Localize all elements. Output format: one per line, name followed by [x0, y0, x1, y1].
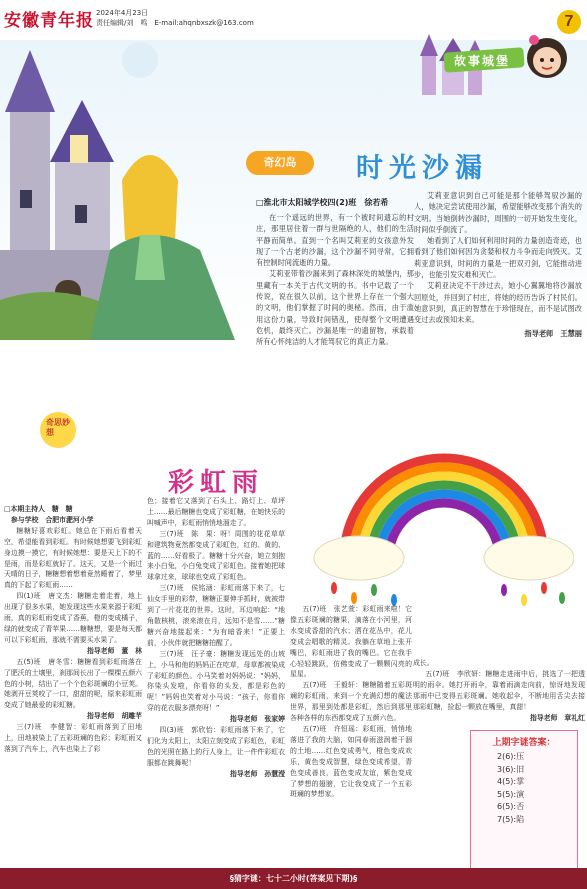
article-paragraph: 五(7)班 王毅轩：糖糖随着五彩斑斓的彩虹雨，来到一个充满幻想的魔法世界，那里到处都是彩虹，然后到那里各种各样的东西都变成了五颜六色。	[290, 681, 412, 723]
story-column-1	[256, 212, 414, 348]
issue-date: 2024年4月23日	[96, 9, 149, 17]
article-paragraph: 四(3)班 郭欣怡：彩虹雨落下来了，它们化为太阳上，太阳立刻变成了彩虹色，彩虹色的光照在路上的行人身上，让一件件彩虹衣服都在跳舞呢！	[147, 726, 285, 767]
teacher-credit: 指导老师 王慧丽	[524, 328, 582, 338]
teacher-credit: 指导老师 胡雕芊	[86, 712, 142, 721]
story-column-2	[414, 190, 582, 339]
teacher-credit: 指导老师 张家婷	[229, 715, 285, 724]
article-paragraph: 五(7)班 张艺萱：彩虹雨来啦！它像五彩斑斓的糖果，滴落在小河里，河水变成香甜的汽水；洒在花丛中，花儿变成会唱歌的精灵。我躺在草地上张开嘴巴，彩虹雨进了我的嘴巴。它在我手心轻轻跳跃，仿佛变成了一颗颗闪亮的星星。	[290, 605, 412, 679]
section-tag-fantasy-island: 奇幻岛	[246, 151, 314, 175]
answer-item: 4(5):掌	[497, 777, 525, 786]
story-title-time-hourglass: 时光沙漏	[356, 153, 488, 184]
story-title-rainbow-rain: 彩虹雨	[168, 468, 265, 498]
article-paragraph: 五(7)班 许恒瑶：彩虹雨，悄悄地落进了我的大脑，如同春雨滋润着干涸的土地……红色变成勇气，橙色变成欢乐，黄色变成智慧，绿色变成希望，青色变成善良，蓝色变成友谊，紫色变成了梦想的翅膀，它让我变成了一个五彩斑斓的梦想家。	[290, 724, 412, 799]
answer-item: 5(5):演	[497, 789, 525, 799]
article-paragraph: 三(7)班 陈 果：呀！周围的花花草草和建筑物竟然都变成了彩虹色，红的、黄的、蓝的……好看极了。糖糖十分兴奋，她立刻抱来小白兔，小白兔变成了彩虹色。接着她把球球拿过来，球球也变成了彩虹色。	[147, 529, 285, 582]
answers-title: 上期字谜答案：	[492, 738, 556, 748]
answer-item: 7(5):陷	[497, 814, 525, 824]
story-paragraph: 在一个遥远的世界，有一个被时间遗忘的村庄，那里居住着一群与世隔绝的人，他们的生活平静而简单。直到一个名叫艾莉亚的女孩意外发现了一个古老的沙漏，这个沙漏不同寻常，它拥有控制时间流逝的力量。	[256, 213, 414, 268]
article-paragraph: 五(7)班 李欣妍：糖糖走进雨中后，挑选了一把透明的雨伞。她打开雨伞，靠着雨滴走向前，惊讶地发现那雨中已变得五彩斑斓。她收起伞，不断地用舌尖去接那彩虹糖，捡起一颗放在嘴里，真甜！	[413, 669, 585, 711]
article-paragraph: 成长。	[413, 659, 434, 667]
article-paragraph: 糖糖好喜欢彩虹。她总在下雨后看着天空，希望能看到彩虹。有时候她想要飞到彩虹身边摸一摸它，有时候她想：要是天上下的不是雨，而是彩虹就好了。这天，又是一个雨过天晴的日子，糖糖想着想着竟然睡着了，梦里真的下起了彩虹雨……	[4, 526, 142, 590]
riddle-answers-box	[470, 730, 578, 870]
article-paragraph: 色；接着它又落到了石头上、路灯上、草坪上……最后糖糖也变成了彩虹糖，在她快乐的叫喊声中，彩虹雨悄悄地溜走了。	[147, 497, 285, 527]
editor-line: 责任编辑/刘 鸣 E-mail:ahqnbxszk@163.com	[96, 19, 254, 27]
newspaper-logo: 安徽青年报	[4, 11, 94, 31]
teacher-credit: 指导老师 孙慧滢	[229, 769, 285, 778]
castle-princess-illustration	[0, 40, 250, 340]
masthead	[0, 0, 587, 40]
story-paragraph: 艾莉亚带着沙漏来到了森林深处的城堡内，那里藏有一本关于古代文明的书。书中记载了一个传说，说在很久以前，这个世界上存在一个强大的文明，他们掌握了时间的奥秘。然而，由于滥用这份力量，导致时间错乱，使得整个文明遭遇危机，最终灭亡。沙漏是唯一的遗留物，承载着所有心怀纯洁的人才能驾驭它的真正力量。	[256, 269, 414, 347]
story-paragraph: 她看到了人们如何利用时间的力量创造奇迹，也看到了他们如何因为贪婪和权力斗争而走向毁灭。艾莉亚意识到，时间的力量是一把双刃剑，它能推动进步，也能引发灾难和灭亡。	[414, 236, 582, 280]
host-line: □本期主持人 糖 糖	[4, 505, 73, 513]
story-paragraph: 艾莉亚决定不干涉过去，她小心翼翼地将沙漏放回原处，并回到了村庄，将她的经历告诉了村民们。她意识到，真正的智慧在于珍惜现在，而不是试图改变过去或预知未来。	[414, 281, 582, 325]
article-paragraph: 四(1)班 唐文杰：糖糖走着走着，地上出现了很多水果，她发现这些水果来源于彩虹雨，真的彩虹雨变成了香蕉，橙的变成橘子，绿的就变成了青苹果……糖糖想，要是每天都可以下彩虹雨，那就不需要买水果了。	[4, 592, 142, 644]
column-name: 故事城堡	[454, 54, 511, 68]
article-column-4	[413, 658, 585, 723]
section-tag-label: 奇思妙想	[46, 418, 70, 437]
story-byline: □淮北市太阳城学校四(2)班 徐若希	[256, 198, 389, 207]
article-column-1	[4, 504, 142, 755]
answer-item: 3(6):旧	[497, 764, 525, 774]
article-paragraph: 五(5)班 唐冬雪：糖糖看到彩虹雨落在了肥沃的土壤里，刹那间长出了一棵棵五颜六色的小树，结出了一个个色彩斑斓的小豆荚。她剥开豆荚咬了一口，甜甜的呢，原来彩虹雨变成了她最爱的彩虹糖。	[4, 657, 142, 710]
issue-meta	[96, 8, 254, 28]
rainbow-rain-illustration	[304, 408, 574, 608]
answer-item: 2(6):压	[497, 752, 525, 761]
article-column-2	[147, 496, 285, 780]
answer-item: 6(5):否	[497, 802, 525, 811]
story-paragraph: 艾莉亚意识到自己可能是那个能够驾驭沙漏的人，她决定尝试使用沙漏，希望能够改变那个消失的文明。当她倒转沙漏时，周围的一切开始发生变化，时间似乎倒流了。	[414, 191, 582, 234]
article-column-3	[290, 604, 412, 800]
article-paragraph: 三(7)班 汪子豪：糖糖发现远处的山坡上，小马和他的妈妈正在吃草，母草都被染成了彩虹的颜色。小马笑着对妈妈说：“妈妈，你染头发啦，你看你的头发，都是彩色的呢！”妈妈也笑着对小马说：“孩子，你看你穿的花衣服多漂亮呀！”	[147, 649, 285, 713]
teacher-credit: 指导老师 董 林	[86, 646, 142, 655]
section-tag-moon	[40, 412, 80, 452]
article-paragraph: 三(7)班 李健智：彩虹雨落到了田地上，田地被染上了五彩斑斓的色彩；彩虹雨又落到了汽车上，汽车也染上了彩	[4, 723, 142, 753]
page-number: 7	[557, 10, 581, 34]
girl-mascot-illustration	[518, 30, 576, 92]
teacher-credit: 指导老师 章礼红	[529, 713, 585, 722]
school-line: 参与学校 合肥市淝河小学	[10, 515, 94, 524]
footer-riddle: §猜字谜：七十二小时(答案见下期)§	[0, 868, 587, 889]
article-paragraph: 三(7)班 侯铭涵：彩虹雨落下来了，七仙女手里的彩带，糖糖正要伸手抓时，就被带到了一片花花的世界。这时，耳边响起：“地角散核桃，滚来滚在月，远知不是雪……”糖糖兴奋地接起来：“为有暗香来！”正要上前，小伙伴就把糖糖拍醒了。	[147, 584, 285, 647]
